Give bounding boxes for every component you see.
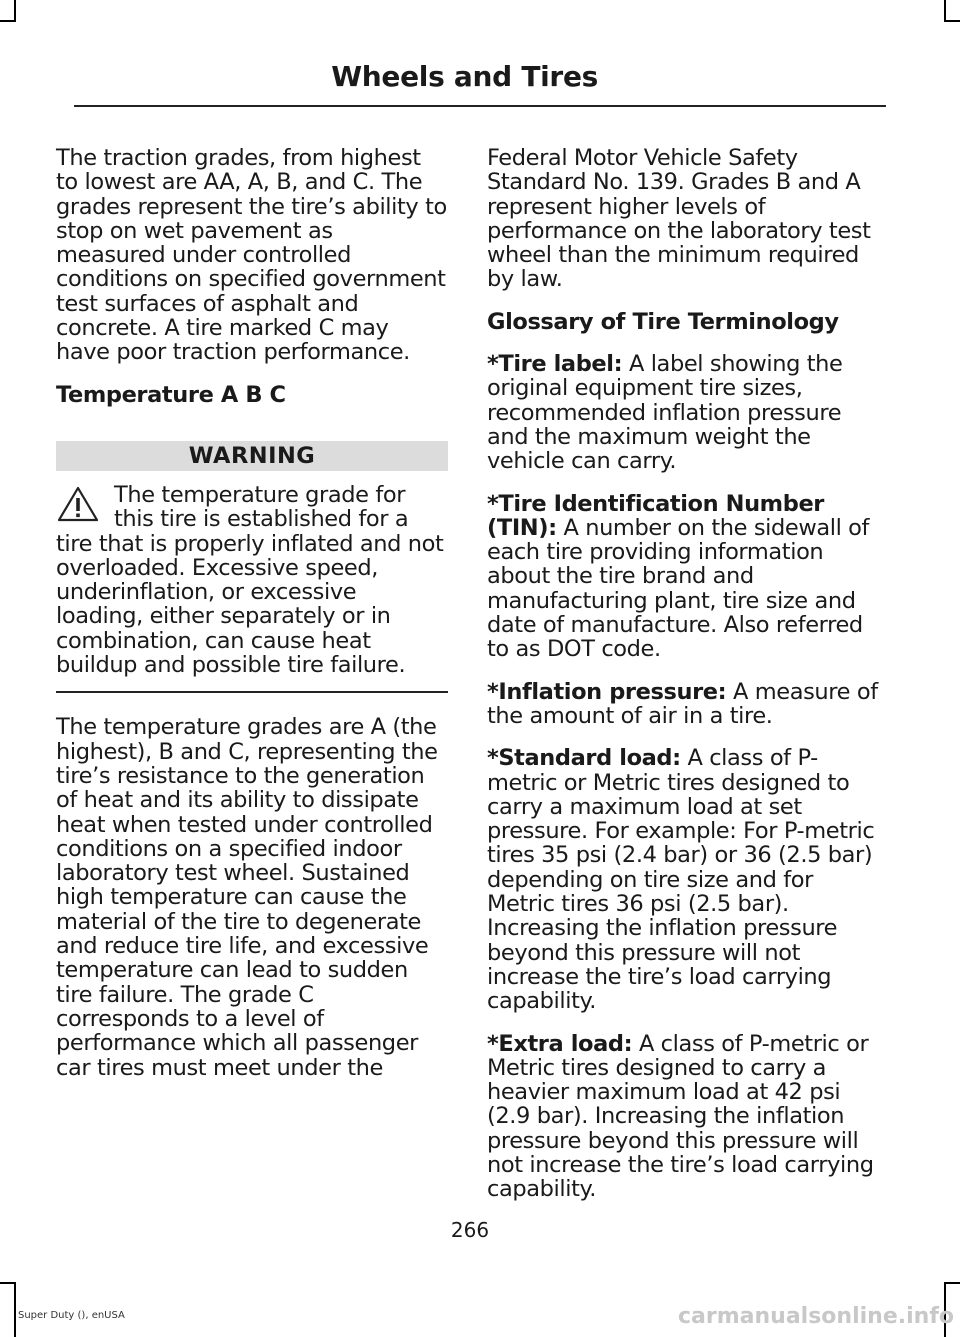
- glossary-item-extra-load: [487, 1032, 879, 1202]
- glossary-item-inflation-pressure: [487, 680, 879, 729]
- glossary-term: *Extra load:: [487, 1030, 633, 1057]
- glossary-item-tin: [487, 492, 879, 662]
- warning-text-indented: The temperature grade for this tire is established for a: [114, 481, 409, 533]
- glossary-term: *Inflation pressure:: [487, 678, 727, 705]
- warning-divider: [56, 691, 448, 693]
- page-number: 266: [450, 1218, 490, 1242]
- glossary-item-standard-load: [487, 746, 879, 1013]
- crop-mark: [944, 0, 946, 22]
- glossary-term: *Tire label:: [487, 351, 623, 378]
- warning-body: [56, 483, 448, 677]
- crop-mark: [944, 20, 960, 22]
- right-column: [487, 146, 879, 1220]
- crop-mark: [14, 1282, 16, 1337]
- glossary-item-tire-label: [487, 352, 879, 473]
- paragraph-fmvss: Federal Motor Vehicle Safety Standard No. 139. Grades B and A represent higher levels of performance on the laboratory test wheel than the minimum required by law.: [487, 145, 871, 293]
- left-column: [56, 146, 448, 1098]
- glossary-definition: A label showing the original equipment tire sizes, recommended inflation pressure and the maximum weight the vehicle can carry.: [487, 351, 843, 475]
- glossary-term: *Standard load:: [487, 745, 681, 772]
- page-title: Wheels and Tires: [331, 60, 598, 93]
- section-heading-glossary: Glossary of Tire Terminology: [487, 308, 839, 335]
- warning-text: tire that is properly inflated and not overloaded. Excessive speed, underinflation, or excessive loading, either separately or in combination, can cause heat buildup and possible tire failure.: [56, 530, 444, 679]
- glossary-definition: A number on the sidewall of each tire providing information about the tire brand and manufacturing plant, tire size and date of manufacture. Also referred to as DOT code.: [487, 514, 870, 663]
- watermark: carmanualsonline.info: [678, 1304, 954, 1329]
- crop-mark: [0, 1282, 16, 1284]
- paragraph-traction-grades: The traction grades, from highest to lowest are AA, A, B, and C. The grades represent the tire’s ability to stop on wet pavement as measured under controlled conditions on specified government test surfaces of asphalt and concrete. A tire marked C may have poor traction performance.: [56, 145, 447, 366]
- section-heading-temperature: Temperature A B C: [56, 381, 286, 408]
- glossary-definition: A class of P-metric or Metric tires designed to carry a heavier maximum load at 42 psi (2.9 bar). Increasing the inflation pressure beyond this pressure will not increase the tire’s load carrying capability.: [487, 1030, 874, 1203]
- warning-triangle-icon: [56, 485, 100, 523]
- crop-mark: [14, 0, 16, 22]
- crop-mark: [0, 20, 16, 22]
- crop-mark: [944, 1282, 960, 1284]
- warning-header: WARNING: [56, 441, 448, 471]
- glossary-term: *Tire Identification Number (TIN):: [487, 490, 824, 541]
- glossary-definition: A class of P-metric or Metric tires designed to carry a maximum load at set pressure. For example: For P-metric tires 35 psi (2.4 bar) or 36 (2.5 bar) depending on tire size and for Metric tires 36 psi (2.5 bar). Increasing the inflation pressure beyond this pressure will not increase the tire’s load carrying capability.: [487, 745, 875, 1015]
- glossary-definition: A measure of the amount of air in a tire.: [487, 678, 878, 729]
- paragraph-temperature-grades: The temperature grades are A (the highest), B and C, representing the tire’s resistance to the generation of heat and its ability to dissipate heat when tested under controlled conditions on a specified indoor laboratory test wheel. Sustained high temperature can cause the material of the tire to degenerate and reduce tire life, and excessive temperature can lead to sudden tire failure. The grade C corresponds to a level of performance which all passenger car tires must meet under the: [56, 714, 438, 1081]
- edition-label: Super Duty (), enUSA: [18, 1310, 125, 1321]
- header-divider: [74, 105, 886, 107]
